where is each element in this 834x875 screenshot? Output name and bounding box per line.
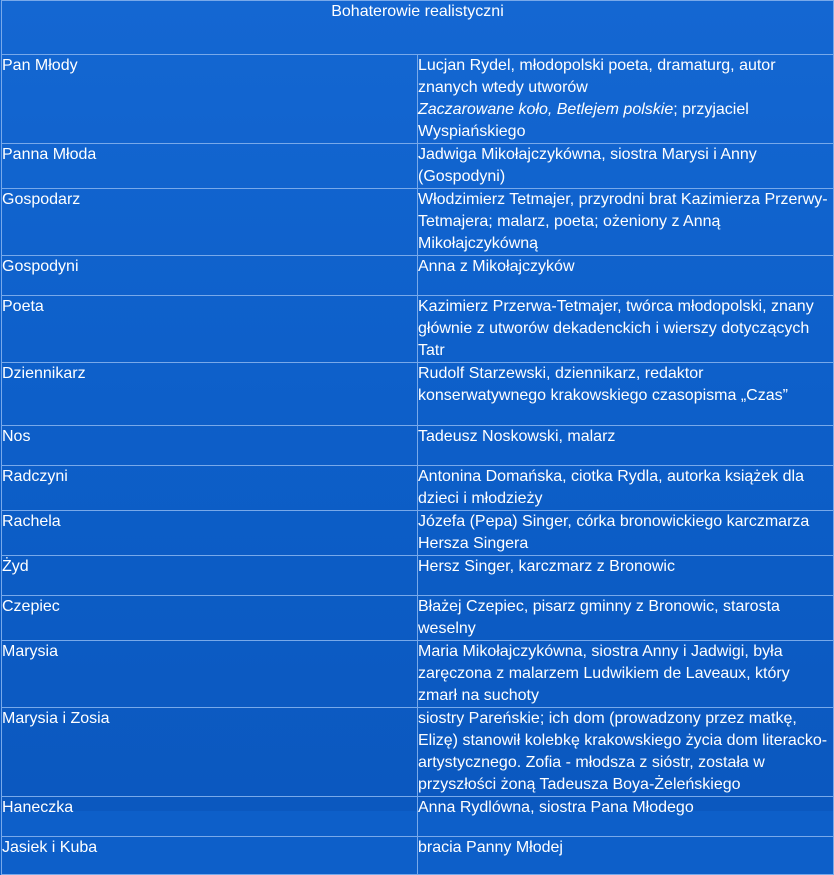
description-cell xyxy=(418,55,834,144)
role-cell: Czepiec xyxy=(2,596,418,641)
table-row xyxy=(2,256,834,296)
role-cell: Rachela xyxy=(2,511,418,556)
description-text: Lucjan Rydel, młodopolski poeta, dramaturg, autor znanych wtedy utworów xyxy=(418,57,776,96)
role-cell: Jasiek i Kuba xyxy=(2,837,418,875)
role-cell: Panna Młoda xyxy=(2,144,418,189)
role-cell: Marysia xyxy=(2,641,418,708)
table-row xyxy=(2,55,834,144)
description-cell: Włodzimierz Tetmajer, przyrodni brat Kazimierza Przerwy-Tetmajera; malarz, poeta; ożeniony z Anną Mikołajczykówną xyxy=(418,189,834,256)
table-row xyxy=(2,296,834,363)
role-cell: Haneczka xyxy=(2,797,418,837)
role-cell: Marysia i Zosia xyxy=(2,708,418,797)
description-text-after: ; przyjaciel Wyspiańskiego xyxy=(418,101,749,140)
table-row xyxy=(2,708,834,797)
table-row xyxy=(2,466,834,511)
table-row xyxy=(2,797,834,837)
table-row xyxy=(2,189,834,256)
role-cell: Gospodarz xyxy=(2,189,418,256)
description-cell: Maria Mikołajczykówna, siostra Anny i Jadwigi, była zaręczona z malarzem Ludwikiem de Laveaux, który zmarł na suchoty xyxy=(418,641,834,708)
description-cell: Kazimierz Przerwa-Tetmajer, twórca młodopolski, znany głównie z utworów dekadenckich i wierszy dotyczących Tatr xyxy=(418,296,834,363)
role-cell: Nos xyxy=(2,426,418,466)
description-italic-text: Zaczarowane koło, Betlejem polskie xyxy=(418,101,674,118)
description-cell: bracia Panny Młodej xyxy=(418,837,834,875)
table-row xyxy=(2,363,834,426)
description-cell: Antonina Domańska, ciotka Rydla, autorka książek dla dzieci i młodzieży xyxy=(418,466,834,511)
table-row xyxy=(2,426,834,466)
description-cell: Jadwiga Mikołajczykówna, siostra Marysi i Anny (Gospodyni) xyxy=(418,144,834,189)
role-cell: Żyd xyxy=(2,556,418,596)
role-cell: Radczyni xyxy=(2,466,418,511)
table-row xyxy=(2,144,834,189)
table-row xyxy=(2,556,834,596)
table-row xyxy=(2,596,834,641)
description-cell: Błażej Czepiec, pisarz gminny z Bronowic, starosta weselny xyxy=(418,596,834,641)
role-cell: Dziennikarz xyxy=(2,363,418,426)
description-cell: Tadeusz Noskowski, malarz xyxy=(418,426,834,466)
description-cell: siostry Pareńskie; ich dom (prowadzony przez matkę, Elizę) stanowił kolebkę krakowskiego życia dom literacko-artystycznego. Zofia - młodsza z sióstr, została w przyszłości żoną Tadeusza Boya-Żeleńskiego xyxy=(418,708,834,797)
description-cell: Anna Rydlówna, siostra Pana Młodego xyxy=(418,797,834,837)
table-header-row xyxy=(2,1,834,55)
table-row xyxy=(2,641,834,708)
description-cell: Józefa (Pepa) Singer, córka bronowickiego karczmarza Hersza Singera xyxy=(418,511,834,556)
characters-table xyxy=(1,0,834,875)
role-cell: Gospodyni xyxy=(2,256,418,296)
description-cell: Anna z Mikołajczyków xyxy=(418,256,834,296)
role-cell: Poeta xyxy=(2,296,418,363)
table-title: Bohaterowie realistyczni xyxy=(2,1,834,55)
description-cell: Hersz Singer, karczmarz z Bronowic xyxy=(418,556,834,596)
table-row xyxy=(2,837,834,875)
table-row xyxy=(2,511,834,556)
role-cell: Pan Młody xyxy=(2,55,418,144)
description-cell: Rudolf Starzewski, dziennikarz, redaktor konserwatywnego krakowskiego czasopisma „Czas” xyxy=(418,363,834,426)
